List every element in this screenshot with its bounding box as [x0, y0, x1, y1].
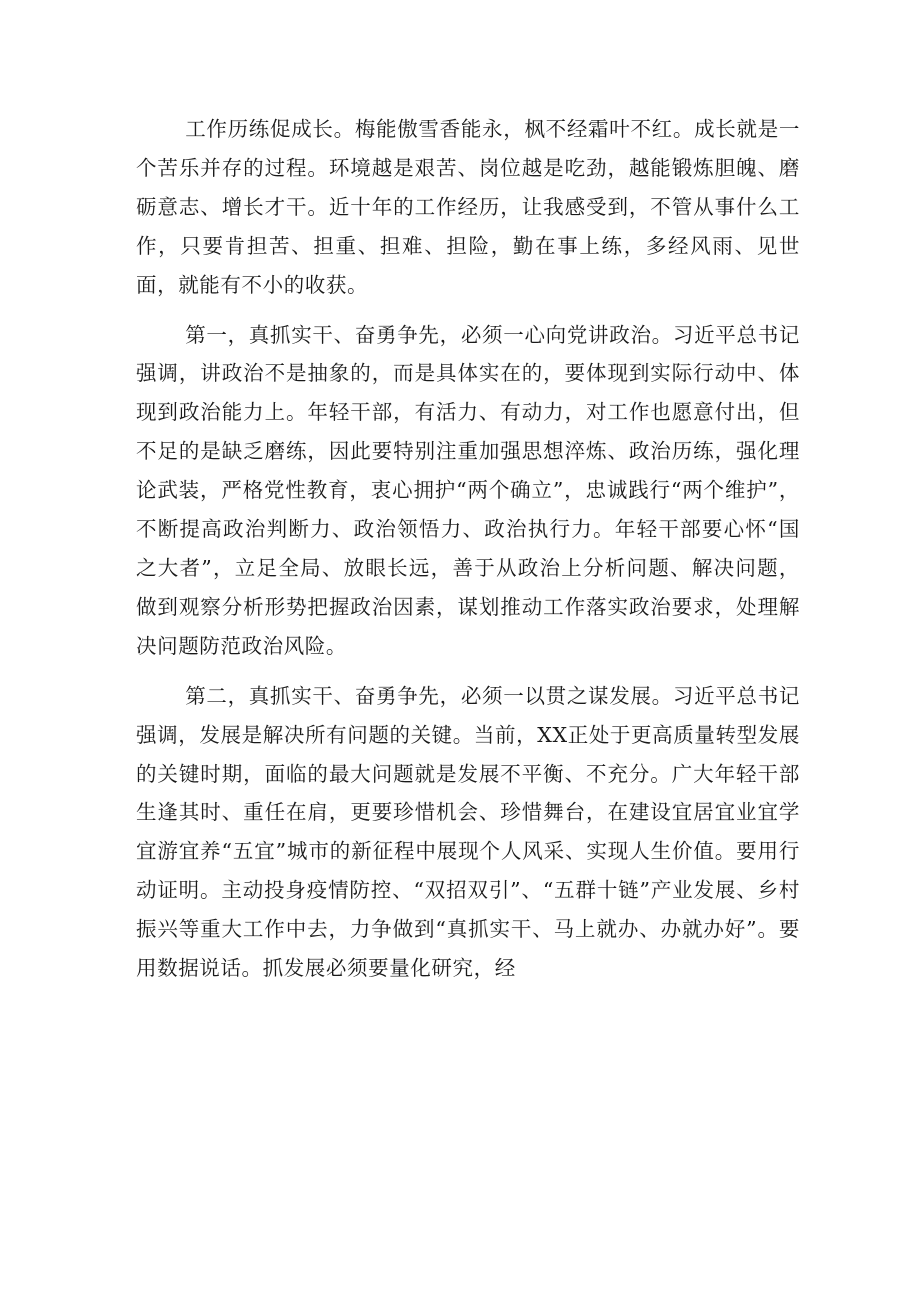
paragraph-1: 工作历练促成长。梅能傲雪香能永，枫不经霜叶不红。成长就是一个苦乐并存的过程。环境越是艰苦、岗位越是吃劲，越能锻炼胆魄、磨砺意志、增长才干。近十年的工作经历，让我感受到，不管从事什么工作，只要肯担苦、担重、担难、担险，勤在事上练，多经风雨、见世面，就能有不小的收获。 — [136, 117, 800, 297]
paragraph-2: 第一，真抓实干、奋勇争先，必须一心向党讲政治。习近平总书记强调，讲政治不是抽象的，而是具体实在的，要体现到实际行动中、体现到政治能力上。年轻干部，有活力、有动力，对工作也愿意付出，但不足的是缺乏磨练，因此要特别注重加强思想淬炼、政治历练，强化理论武装，严格党性教育，衷心拥护“两个确立”，忠诚践行“两个维护”，不断提高政治判断力、政治领悟力、政治执行力。年轻干部要心怀“国之大者”，立足全局、放眼长远，善于从政治上分析问题、解决问题，做到观察分析形势把握政治因素，谋划推动工作落实政治要求，处理解决问题防范政治风险。 — [136, 322, 800, 658]
paragraph-3: 第二，真抓实干、奋勇争先，必须一以贯之谋发展。习近平总书记强调，发展是解决所有问题的关键。当前，XX正处于更高质量转型发展的关键时期，面临的最大问题就是发展不平衡、不充分。广大年轻干部生逢其时、重任在肩，更要珍惜机会、珍惜舞台，在建设宜居宜业宜学宜游宜养“五宜”城市的新征程中展现个人风采、实现人生价值。要用行动证明。主动投身疫情防控、“双招双引”、“五群十链”产业发展、乡村振兴等重大工作中去，力争做到“真抓实干、马上就办、办就办好”。要用数据说话。抓发展必须要量化研究，经 — [136, 683, 800, 981]
document-body — [136, 110, 800, 999]
